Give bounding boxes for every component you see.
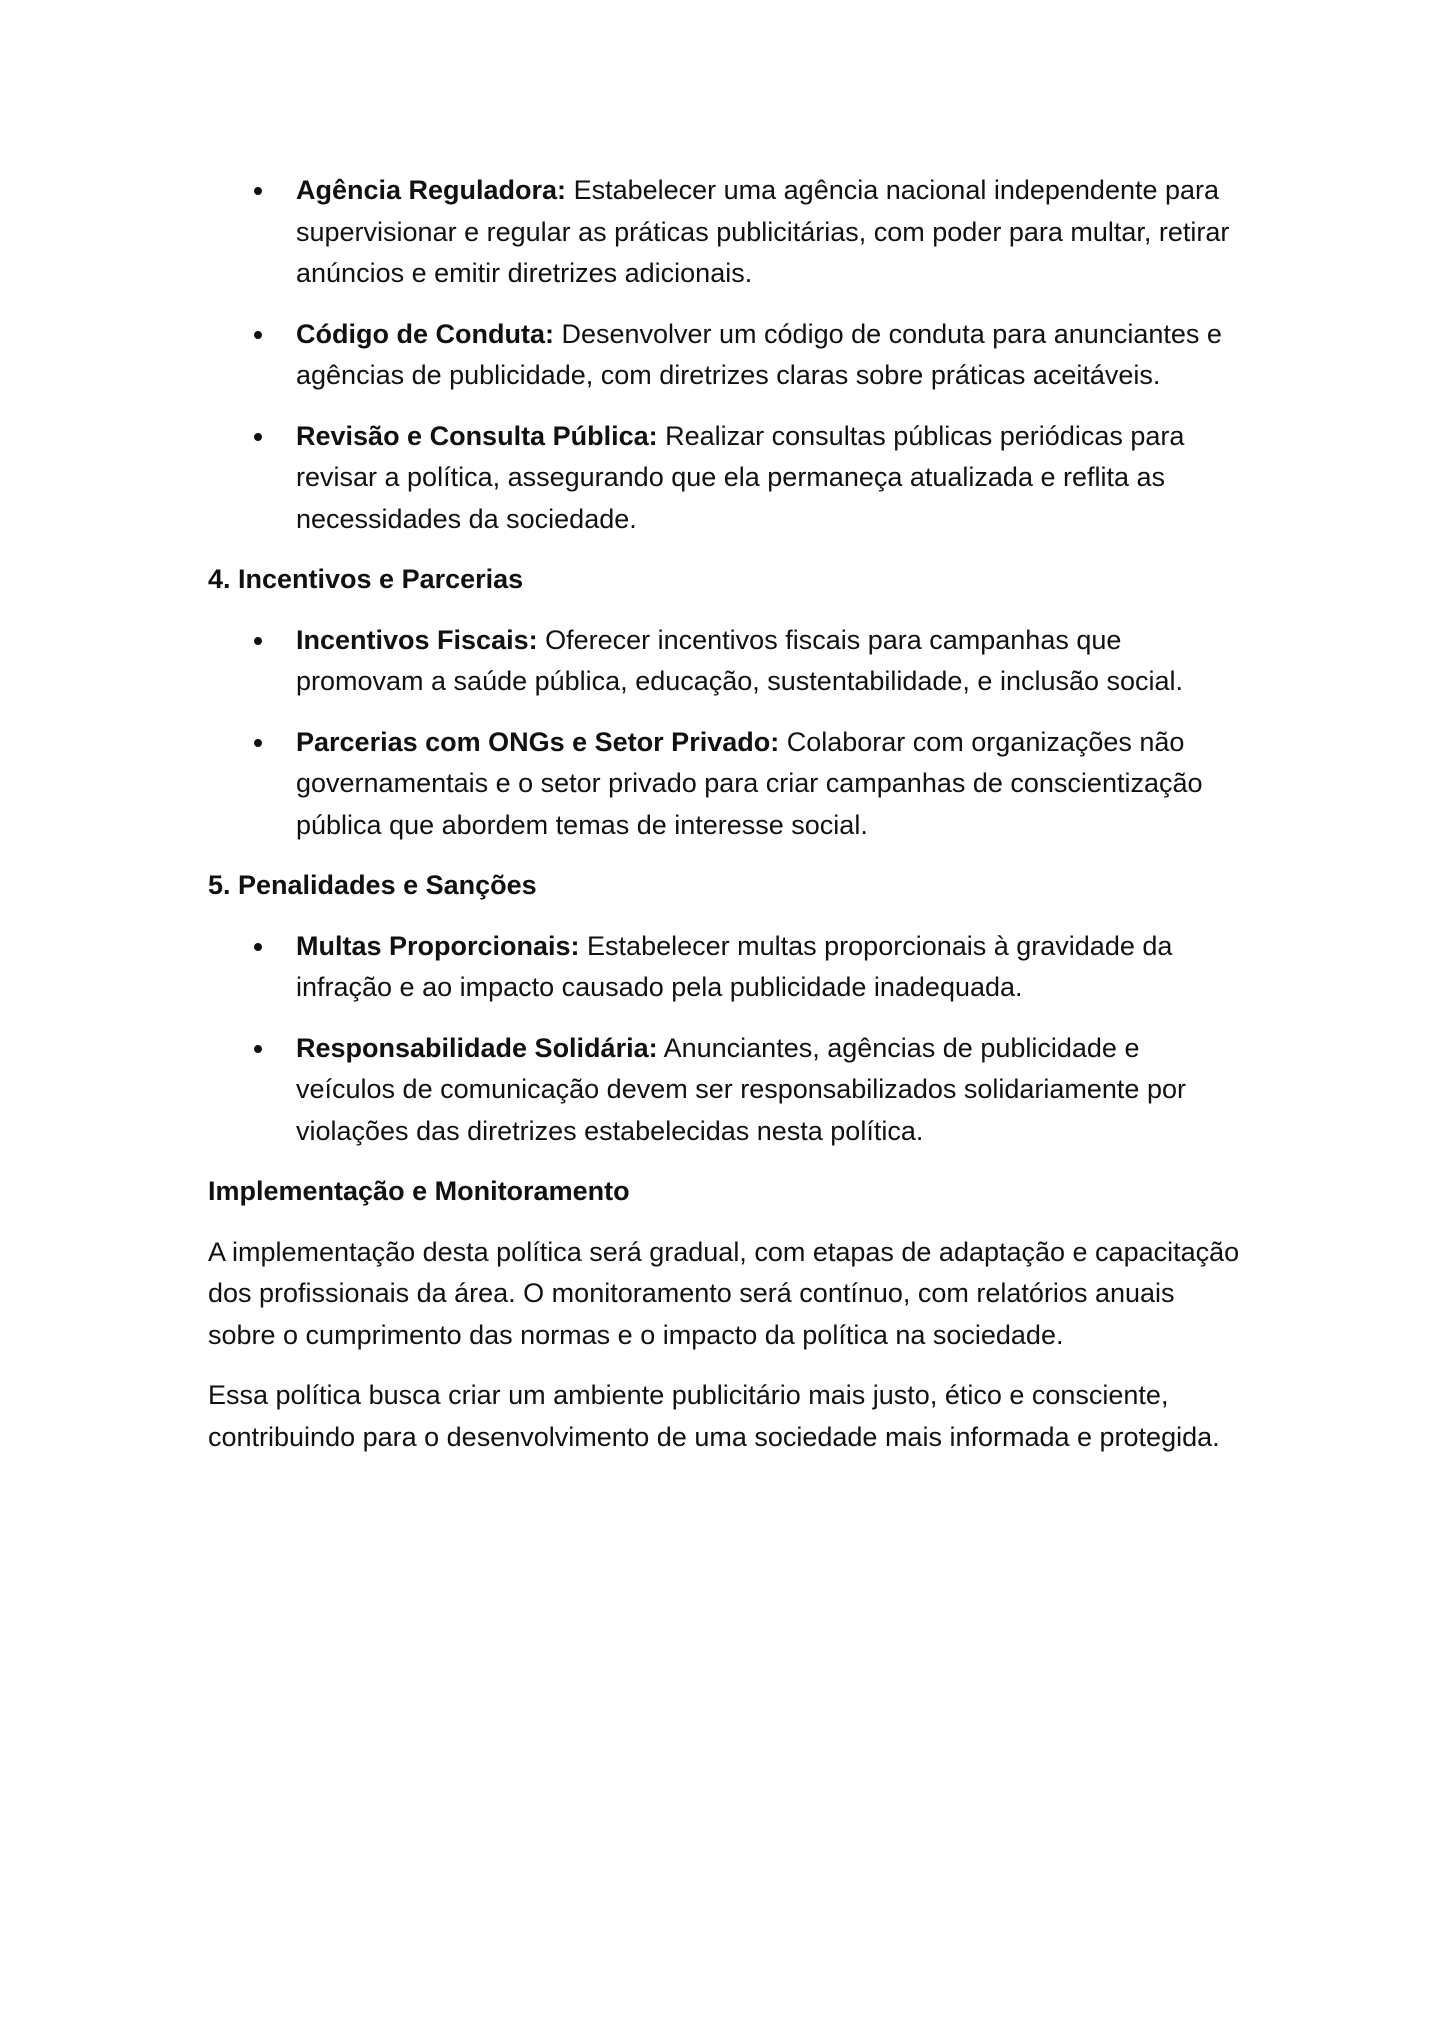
section4-list <box>208 620 1240 847</box>
section5-list <box>208 926 1240 1153</box>
item-text: Oferecer incentivos fiscais para campanhas que promovam a saúde pública, educação, sustentabilidade, e inclusão social. <box>296 624 1184 696</box>
item-text: Colaborar com organizações não governamentais e o setor privado para criar campanhas de conscientização pública que abordem temas de interesse social. <box>296 726 1203 840</box>
item-text: Desenvolver um código de conduta para anunciantes e agências de publicidade, com diretrizes claras sobre práticas aceitáveis. <box>296 318 1222 390</box>
bullet-icon <box>254 1045 262 1053</box>
item-text: Anunciantes, agências de publicidade e veículos de comunicação devem ser responsabilizados solidariamente por violações das diretrizes estabelecidas nesta política. <box>296 1032 1186 1146</box>
list-item <box>208 722 1240 847</box>
list-item <box>208 620 1240 703</box>
item-term: Agência Reguladora: <box>296 175 567 205</box>
bullet-icon <box>254 943 262 951</box>
item-term: Parcerias com ONGs e Setor Privado: <box>296 726 780 757</box>
section3-list <box>208 170 1240 540</box>
item-term: Responsabilidade Solidária: <box>296 1032 658 1063</box>
list-item <box>208 416 1240 541</box>
list-item <box>208 926 1240 1009</box>
list-item <box>208 314 1240 397</box>
bullet-icon <box>254 637 262 645</box>
bullet-icon <box>254 739 262 747</box>
list-item <box>208 1028 1240 1153</box>
section-heading-implementacao: Implementação e Monitoramento <box>208 1176 630 1206</box>
section-heading-penalidades: 5. Penalidades e Sanções <box>208 870 537 900</box>
item-term: Multas Proporcionais: <box>296 930 580 961</box>
item-text: Realizar consultas públicas periódicas para revisar a política, assegurando que ela permaneça atualizada e reflita as necessidades da sociedade. <box>296 420 1185 534</box>
closing-paragraph: Essa política busca criar um ambiente publicitário mais justo, ético e consciente, contribuindo para o desenvolvimento de uma sociedade mais informada e protegida. <box>208 1380 1220 1452</box>
item-term: Código de Conduta: <box>296 318 554 349</box>
bullet-icon <box>254 187 262 195</box>
item-text: Estabelecer uma agência nacional independente para supervisionar e regular as práticas publicitárias, com poder para multar, retirar anúncios e emitir diretrizes adicionais. <box>296 175 1230 288</box>
implementation-paragraph: A implementação desta política será gradual, com etapas de adaptação e capacitação dos profissionais da área. O monitoramento será contínuo, com relatórios anuais sobre o cumprimento das normas e o impacto da política na sociedade. <box>208 1236 1240 1350</box>
bullet-icon <box>254 433 262 441</box>
list-item <box>208 170 1240 295</box>
bullet-icon <box>254 331 262 339</box>
section-heading-incentivos: 4. Incentivos e Parcerias <box>208 564 524 594</box>
item-term: Revisão e Consulta Pública: <box>296 420 658 451</box>
item-term: Incentivos Fiscais: <box>296 624 538 655</box>
item-text: Estabelecer multas proporcionais à gravidade da infração e ao impacto causado pela publicidade inadequada. <box>296 930 1173 1002</box>
